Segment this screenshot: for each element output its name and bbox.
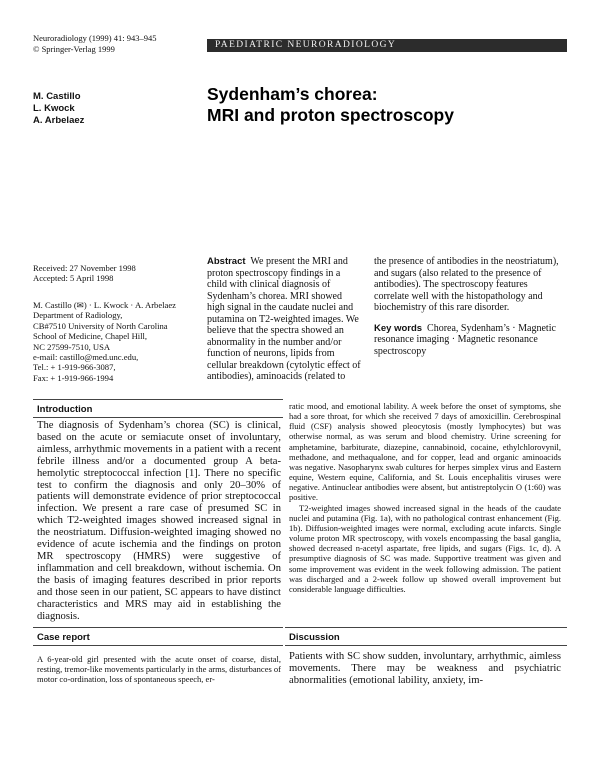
affiliation-email: e-mail: castillo@med.unc.edu, [33, 352, 139, 363]
article-title [207, 84, 567, 126]
abstract-text-2: the presence of antibodies in the neostriatum), and sugars (also related to the presence of antibodies). The spectroscopy features correlate well with the histopathology and biochemistry of this rare disorder. [374, 256, 559, 313]
section-rule [285, 627, 567, 628]
author-name: L. Kwock [33, 103, 75, 114]
abstract-text-1: We present the MRI and proton spectroscopy findings in a child with clinical diagnosis of Sydenham’s chorea. MRI showed high signal in the caudate nuclei and putamina on T2-weighted images. We believe that the spectra showed an abnormality in the number and/or function of neurons, lipids from cellular breakdown (cytolytic effect of antibodies), aminoacids (related to [207, 256, 361, 382]
affiliation-line: NC 27599-7510, USA [33, 341, 111, 352]
author-name: A. Arbelaez [33, 115, 85, 126]
title-line-2: MRI and proton spectroscopy [207, 105, 454, 125]
keywords-label: Key words [374, 322, 423, 334]
section-rule [33, 399, 283, 400]
introduction-text: The diagnosis of Sydenham’s chorea (SC) is clinical, based on the acute or semiacute onset of involuntary, aimless, arrhythmic movements in a patient with a recent febrile illness and/or a documented group A beta-hemolytic streptococcal infection [1]. There no specific test to confirm the diagnosis and only 20–30% of patients will demonstrate evidence of prior streptococcal infection. We present a rare case of presumed SC in which T2-weighted images showed increased signal in the neostriatum. Diffusion-weighted imaging showed no evidence of acute ischemia and the findings on proton MR spectroscopy (HMRS) were suggestive of inflammation and cell breakdown, without ischemia. On the basis of imaging features described in prior reports and those seen in our patient, SC appears to have distinct characteristics and MRS may aid in establishing the diagnosis. [37, 420, 281, 622]
discussion-text: Patients with SC show sudden, involuntary, arrhythmic, aimless movements. There may be weakness and psychiatric abnormalities (emotional lability, anxiety, im- [289, 651, 561, 686]
article-dates [33, 263, 203, 284]
case-report-heading: Case report [37, 632, 90, 643]
section-rule [33, 627, 283, 628]
author-name: M. Castillo [33, 91, 81, 102]
affiliation-line: Department of Radiology, [33, 310, 123, 321]
abstract-col-1 [207, 256, 362, 383]
keywords [374, 323, 564, 358]
affiliation-tel: Tel.: + 1-919-966-3087, [33, 362, 116, 373]
section-banner: PAEDIATRIC NEURORADIOLOGY [207, 39, 567, 52]
case-paragraph-1: ratic mood, and emotional lability. A week before the onset of symptoms, she had a sore throat, for which she received 7 days of amoxicillin. Cerebrospinal fluid (CSF) analysis showed pleocytosis (mostly lymphocytes) but was otherwise normal, as was serum and blood chemistry. Urine screening for amphetamine, barbiturate, diazepine, cannabinoid, cocaine, ethylchlorovynil, methadone, and methaqualone, and for copper, lead and organic aminoacids was negative. Nasopharynx swab cultures for herpes simplex virus and Eastern equine, Western equine, California, and St. Louis encephalitis viruses were negative. Antinuclear antibodies were absent, but antistreptolycin O (1:60) was positive. [289, 401, 561, 503]
title-line-1: Sydenham’s chorea: [207, 84, 378, 104]
section-rule [33, 417, 283, 418]
affiliation-line: School of Medicine, Chapel Hill, [33, 331, 148, 342]
section-rule [285, 645, 567, 646]
accepted-date: Accepted: 5 April 1998 [33, 273, 114, 284]
journal-header [33, 33, 233, 54]
author-list [33, 91, 183, 127]
author-affiliation [33, 300, 208, 383]
abstract-col-2 [374, 256, 564, 357]
introduction-heading: Introduction [37, 404, 93, 415]
affiliation-line: CB#7510 University of North Carolina [33, 320, 168, 331]
abstract-label: Abstract [207, 256, 246, 267]
journal-copyright: © Springer-Verlag 1999 [33, 43, 115, 54]
case-paragraph-2: T2-weighted images showed increased signal in the heads of the caudate nuclei and putamina (Fig. 1a), with no pathological contrast enhancement (Fig. 1b). Diffusion-weighted images were normal, excluding acute infarcts. Single volume proton MR spectroscopy, with voxels encompassing the basal ganglia, showed decreased n-acetyl aspartate, free lipids, and sugars (Figs. 1c, d). A presumptive diagnosis of SC was made. Supportive treatment was given and some improvement was evident in the week following admission. The patient was discharged and a 2-week follow up showed overall improvement but considerable language difficulties. [289, 502, 561, 594]
affiliation-fax: Fax: + 1-919-966-1994 [33, 372, 114, 383]
discussion-heading: Discussion [289, 632, 340, 643]
journal-citation: Neuroradiology (1999) 41: 943–945 [33, 33, 157, 43]
affiliation-names: M. Castillo (✉) · L. Kwock · A. Arbelaez [33, 300, 176, 310]
case-report-continued [289, 401, 561, 594]
received-date: Received: 27 November 1998 [33, 263, 136, 273]
case-report-text: A 6-year-old girl presented with the acute onset of coarse, distal, resting, tremor-like movements particularly in the arms, disturbances of motor co-ordination, loss of spontaneous speech, er- [37, 654, 281, 685]
keywords-text: Chorea, Sydenham’s · Magnetic resonance imaging · Magnetic resonance spectroscopy [374, 322, 556, 357]
section-rule [33, 645, 283, 646]
